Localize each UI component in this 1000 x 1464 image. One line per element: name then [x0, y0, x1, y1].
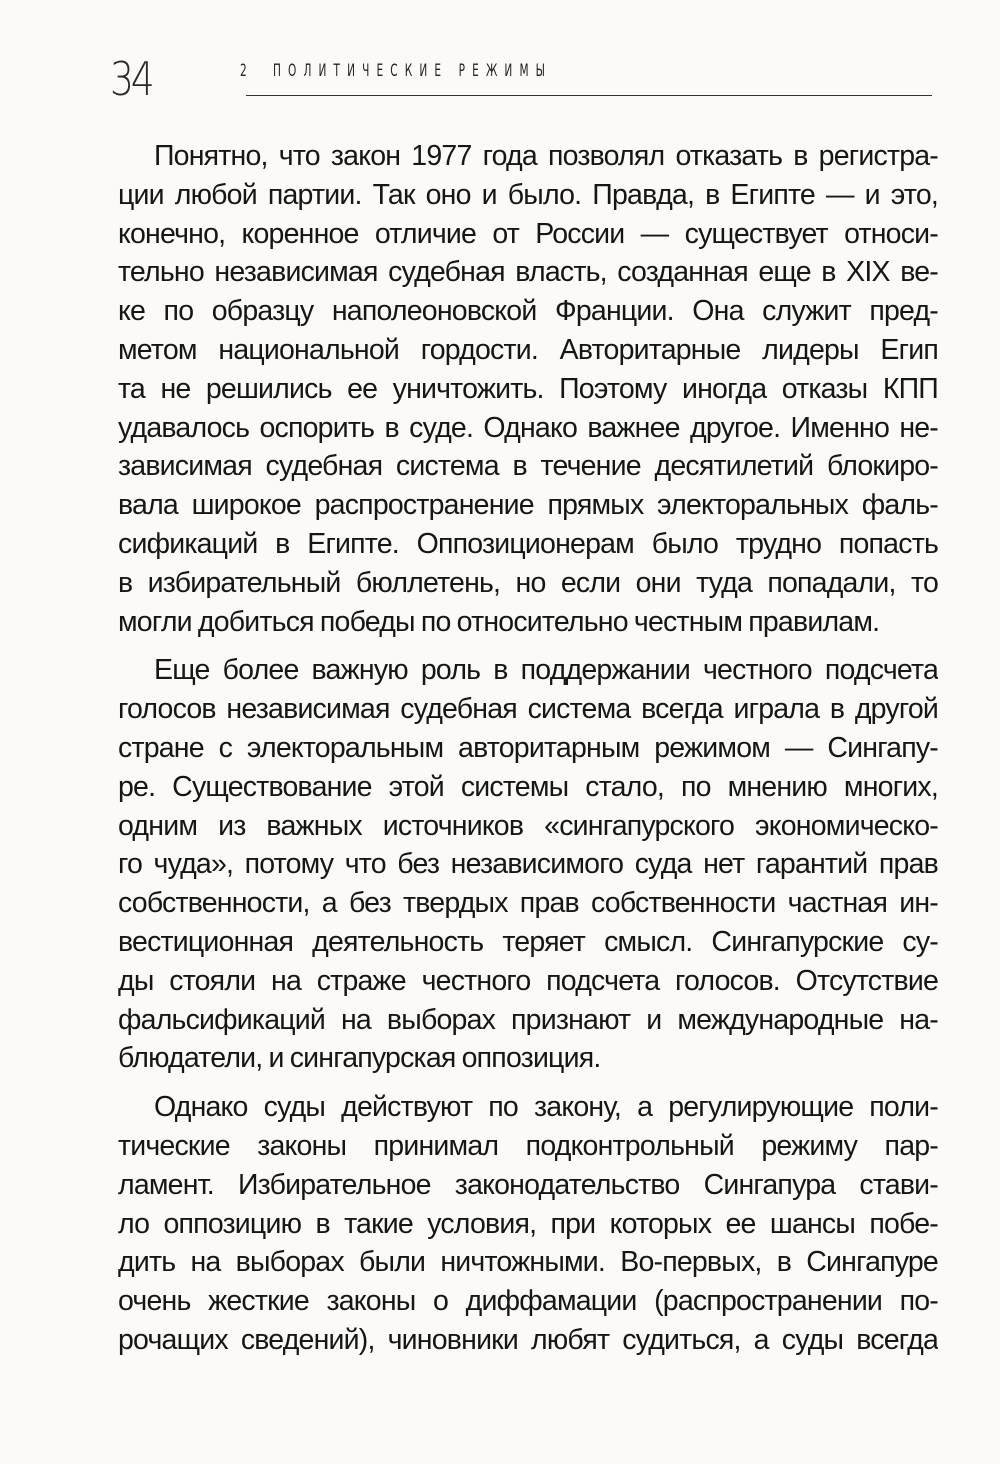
- paragraph: [118, 137, 938, 641]
- text-line: сификаций в Египте. Оппозиционерам было трудно попасть: [118, 527, 938, 560]
- text-line: в избирательный бюллетень, но если они туда попадали, то: [118, 566, 938, 599]
- chapter-title: ПОЛИТИЧЕСКИЕ РЕЖИМЫ: [273, 61, 553, 81]
- text-line: тельно независимая судебная власть, созданная еще в XIX ве-: [118, 256, 938, 289]
- text-line: вала широкое распространение прямых электоральных фаль-: [118, 489, 938, 522]
- body-text: [118, 137, 938, 1360]
- chapter-number: 2: [240, 61, 254, 81]
- page-number: 34: [110, 52, 152, 106]
- text-line: ре. Существование этой системы стало, по мнению многих,: [118, 770, 938, 803]
- text-line: ции любой партии. Так оно и было. Правда, в Египте — и это,: [118, 178, 938, 211]
- header-rule: [246, 95, 932, 96]
- text-line: дить на выборах были ничтожными. Во-первых, в Сингапуре: [118, 1246, 938, 1279]
- running-head: [240, 61, 552, 81]
- text-line: вестиционная деятельность теряет смысл. Сингапурские су-: [118, 925, 938, 958]
- text-line: блюдатели, и сингапурская оппозиция.: [118, 1042, 601, 1075]
- text-line: удавалось оспорить в суде. Однако важнее другое. Именно не-: [118, 411, 938, 444]
- text-line: рочащих сведений), чиновники любят судиться, а суды всегда: [118, 1323, 938, 1356]
- paragraph: [118, 1088, 938, 1360]
- text-line: могли добиться победы по относительно честным правилам.: [118, 605, 880, 638]
- text-line: го чуда», потому что без независимого суда нет гарантий прав: [118, 848, 938, 881]
- text-line: Еще более важную роль в поддержании честного подсчета: [154, 654, 938, 687]
- paragraph: [118, 651, 938, 1078]
- text-line: конечно, коренное отличие от России — существует относи-: [118, 217, 938, 250]
- text-line: стране с электоральным авторитарным режимом — Сингапу-: [118, 731, 938, 764]
- text-line: фальсификаций на выборах признают и международные на-: [118, 1003, 938, 1036]
- text-line: ды стояли на страже честного подсчета голосов. Отсутствие: [118, 964, 938, 997]
- text-line: одним из важных источников «сингапурского экономическо-: [118, 809, 938, 842]
- text-line: собственности, а без твердых прав собственности частная ин-: [118, 887, 938, 920]
- text-line: метом национальной гордости. Авторитарные лидеры Егип: [118, 333, 938, 366]
- text-line: зависимая судебная система в течение десятилетий блокиро-: [118, 450, 938, 483]
- text-line: ло оппозицию в такие условия, при которых ее шансы побе-: [118, 1207, 938, 1240]
- text-line: Однако суды действуют по закону, а регулирующие поли-: [154, 1091, 938, 1124]
- text-line: ке по образцу наполеоновской Франции. Она служит пред-: [118, 295, 938, 328]
- text-line: ламент. Избирательное законодательство Сингапура стави-: [118, 1168, 938, 1201]
- text-line: та не решились ее уничтожить. Поэтому иногда отказы КПП: [118, 372, 938, 405]
- text-line: тические законы принимал подконтрольный режиму пар-: [118, 1129, 938, 1162]
- text-line: очень жесткие законы о диффамации (распространении по-: [118, 1285, 938, 1318]
- text-line: Понятно, что закон 1977 года позволял отказать в регистра-: [154, 140, 938, 172]
- text-line: голосов независимая судебная система всегда играла в другой: [118, 693, 938, 726]
